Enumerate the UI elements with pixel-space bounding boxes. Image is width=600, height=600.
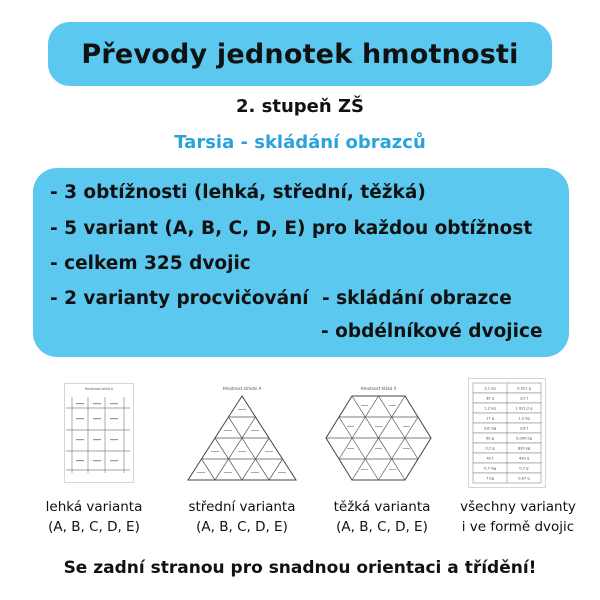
caption-medium-line1: střední varianta <box>188 499 296 515</box>
table-cell: 42 t <box>486 456 494 461</box>
table-cell: 820 kg <box>517 446 531 451</box>
grade-subtitle: 2. stupeň ZŠ <box>236 96 364 117</box>
table-cell: 35 q <box>486 396 494 401</box>
table-cell: 1,2 kg <box>484 406 496 411</box>
pairs-table-thumbnail <box>468 378 546 488</box>
table-row <box>473 473 541 483</box>
caption-pairs <box>448 497 588 537</box>
table-cell: 0,7 g <box>519 466 529 471</box>
table-cell: 420 q <box>518 456 530 461</box>
page-title: Převody jednotek hmotnosti <box>81 38 519 70</box>
table-cell: 3,5 t <box>519 396 529 401</box>
caption-medium-line2: (A, B, C, D, E) <box>196 519 288 535</box>
caption-hard-line2: (A, B, C, D, E) <box>336 519 428 535</box>
rectangle-grid-puzzle-thumbnail <box>64 383 134 483</box>
caption-easy-line2: (A, B, C, D, E) <box>48 519 140 535</box>
feature-variants: - 5 variant (A, B, C, D, E) pro každou obtížnost <box>50 218 533 239</box>
table-row <box>473 443 541 453</box>
table-row <box>473 463 541 473</box>
feature-practice-modes: - 2 varianty procvičování <box>50 288 309 309</box>
feature-mode-pairs: - obdélníkové dvojice <box>321 321 543 342</box>
table-cell: 0,2 g <box>485 446 495 451</box>
caption-hard-line1: těžká varianta <box>333 499 431 515</box>
caption-medium <box>172 497 312 537</box>
table-cell: 1 021,2 g <box>515 406 533 411</box>
feature-difficulties: - 3 obtížnosti (lehká, střední, těžká) <box>50 182 426 203</box>
thumb-title: Hmotnost lehká A <box>84 387 114 391</box>
table-row <box>473 393 541 403</box>
table-row <box>473 383 541 393</box>
table-row <box>473 423 541 433</box>
caption-hard <box>316 497 448 537</box>
table-row <box>473 413 541 423</box>
thumb-title: Hmotnost střední A <box>222 386 262 391</box>
caption-pairs-line1: všechny varianty <box>460 499 576 515</box>
caption-easy <box>28 497 160 537</box>
caption-easy-line1: lehká varianta <box>45 499 143 515</box>
thumb-title: Hmotnost těžká A <box>360 386 397 391</box>
table-cell: 1,2 kg <box>518 416 530 421</box>
table-cell: 3,6 mg <box>483 426 497 431</box>
table-cell: 0,7 mg <box>483 466 497 471</box>
feature-pair-count: - celkem 325 dvojic <box>50 253 251 274</box>
table-cell: 7 kg <box>486 476 494 481</box>
table-cell: 0,021 g <box>517 386 531 391</box>
activity-subtitle: Tarsia - skládání obrazců <box>174 132 426 153</box>
features-panel <box>33 168 569 357</box>
triangle-puzzle-thumbnail <box>185 383 299 483</box>
table-cell: 17 g <box>486 416 494 421</box>
hexagon-puzzle-thumbnail <box>323 383 434 483</box>
table-row <box>473 433 541 443</box>
table-cell: 2,1 kg <box>484 386 496 391</box>
table-row <box>473 453 541 463</box>
title-banner <box>48 22 552 86</box>
table-cell: 90 g <box>486 436 494 441</box>
table-cell: 0,07 q <box>518 476 530 481</box>
caption-pairs-line2: i ve formě dvojic <box>461 519 575 535</box>
table-row <box>473 403 541 413</box>
footer-note: Se zadní stranou pro snadnou orientaci a třídění! <box>63 558 537 578</box>
table-cell: 0,090 kg <box>516 436 532 441</box>
table-cell: 3,6 t <box>519 426 529 431</box>
feature-mode-shape: - skládání obrazce <box>322 288 512 309</box>
